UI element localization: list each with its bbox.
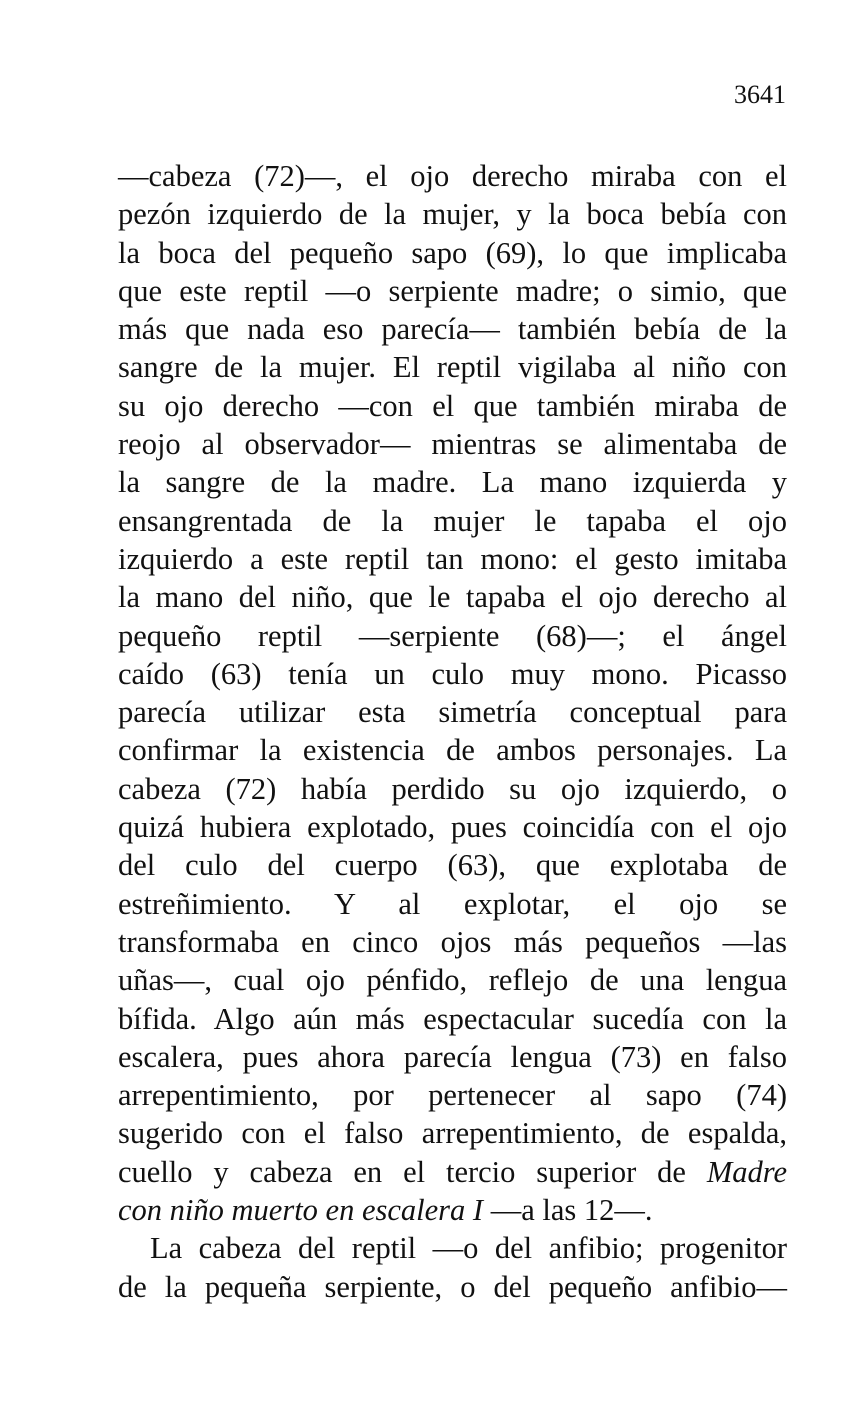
text-line: reojo al observador— mientras se alimentaba de — [118, 427, 787, 462]
text-line: ensangrentada de la mujer le tapaba el ojo — [118, 503, 787, 538]
text-line: izquierdo a este reptil tan mono: el gesto imitaba — [118, 541, 787, 576]
text-line: la boca del pequeño sapo (69), lo que implicaba — [118, 235, 787, 270]
text-line: arrepentimiento, por pertenecer al sapo (74) — [118, 1078, 787, 1113]
text-line — [118, 1191, 787, 1229]
text-line: quizá hubiera explotado, pues coincidía con el ojo — [118, 810, 787, 845]
text-line: pezón izquierdo de la mujer, y la boca bebía con — [118, 197, 787, 232]
text-segment: —a las 12—. — [483, 1193, 653, 1228]
text-line: pequeño reptil —serpiente (68)—; el ángel — [118, 618, 787, 653]
text-line: confirmar la existencia de ambos personajes. La — [118, 733, 787, 768]
text-line: la sangre de la madre. La mano izquierda y — [118, 465, 787, 500]
text-line: su ojo derecho —con el que también miraba de — [118, 388, 787, 423]
text-line: la mano del niño, que le tapaba el ojo derecho al — [118, 580, 787, 615]
page-number: 3641 — [734, 80, 786, 109]
artwork-title-part: con niño muerto en escalera I — [118, 1193, 484, 1228]
text-line: que este reptil —o serpiente madre; o simio, que — [118, 273, 787, 308]
text-line: —cabeza (72)—, el ojo derecho miraba con el — [118, 159, 787, 193]
text-line: caído (63) tenía un culo muy mono. Picasso — [118, 656, 787, 691]
body-text — [118, 157, 787, 1306]
text-line — [118, 1153, 787, 1191]
text-line: de la pequeña serpiente, o del pequeño anfibio— — [118, 1269, 787, 1304]
text-line: sugerido con el falso arrepentimiento, de espalda, — [118, 1116, 787, 1151]
text-line: más que nada eso parecía— también bebía de la — [118, 312, 787, 347]
text-line: La cabeza del reptil —o del anfibio; progenitor — [150, 1231, 787, 1266]
text-line: escalera, pues ahora parecía lengua (73) en falso — [118, 1039, 787, 1074]
text-line: parecía utilizar esta simetría conceptual para — [118, 695, 787, 730]
text-line: estreñimiento. Y al explotar, el ojo se — [118, 886, 787, 921]
text-line: bífida. Algo aún más espectacular sucedía con la — [118, 1001, 787, 1036]
text-segment: cuello y cabeza en el tercio superior de — [118, 1154, 707, 1189]
text-line: cabeza (72) había perdido su ojo izquierdo, o — [118, 771, 787, 806]
text-line: transformaba en cinco ojos más pequeños —las — [118, 924, 787, 959]
paragraph-2 — [118, 1229, 787, 1306]
text-line: uñas—, cual ojo pénfido, reflejo de una lengua — [118, 963, 787, 998]
artwork-title-part: Madre — [706, 1154, 787, 1189]
text-line: sangre de la mujer. El reptil vigilaba al niño con — [118, 350, 787, 385]
text-line: del culo del cuerpo (63), que explotaba de — [118, 848, 787, 883]
paragraph-1 — [118, 157, 787, 1229]
